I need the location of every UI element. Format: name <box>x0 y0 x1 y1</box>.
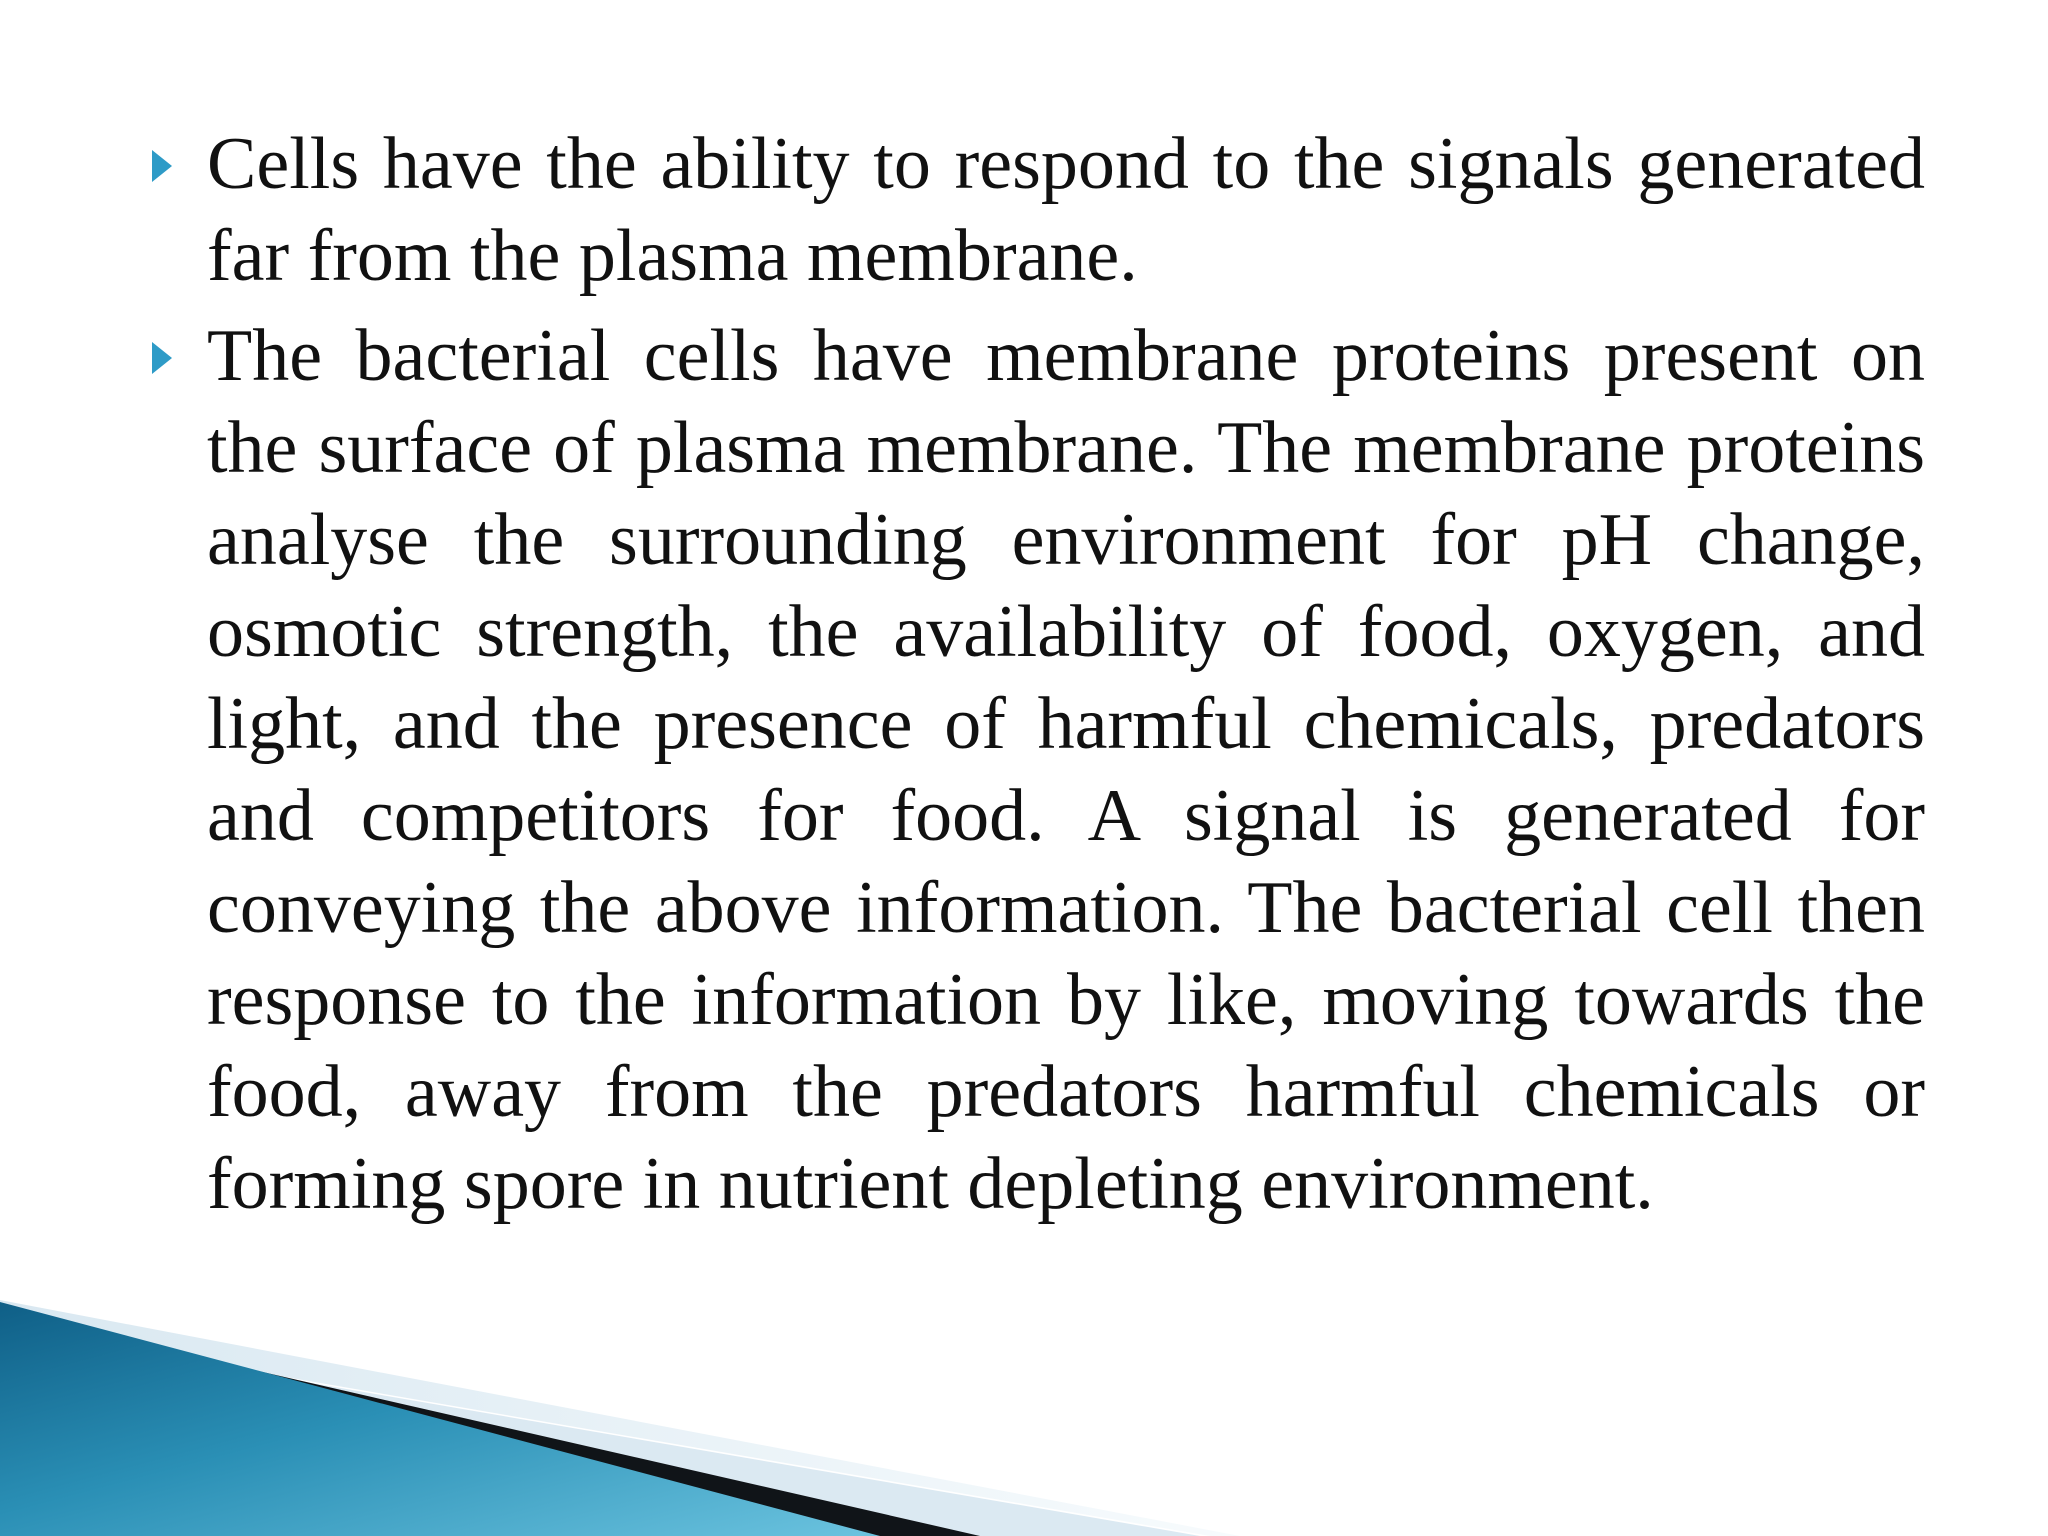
bullet-triangle-icon <box>152 342 172 374</box>
bullet-item-1 <box>145 118 1925 302</box>
bullet-triangle-icon <box>152 150 172 182</box>
bullet-text-2: The bacterial cells have membrane proteins present on the surface of plasma membrane. The membrane proteins analyse the surrounding environment for pH change, osmotic strength, the availability of food, oxygen, and light, and the presence of harmful chemicals, predators and competitors for food. A signal is generated for conveying the above information. The bacterial cell then response to the information by like, moving towards the food, away from the predators harmful chemicals or forming spore in nutrient depleting environment. <box>207 315 1925 1225</box>
bullet-item-2 <box>145 310 1925 1230</box>
bullet-text-1: Cells have the ability to respond to the signals generated far from the plasma membrane. <box>207 123 1925 297</box>
slide-content <box>145 118 1925 1358</box>
